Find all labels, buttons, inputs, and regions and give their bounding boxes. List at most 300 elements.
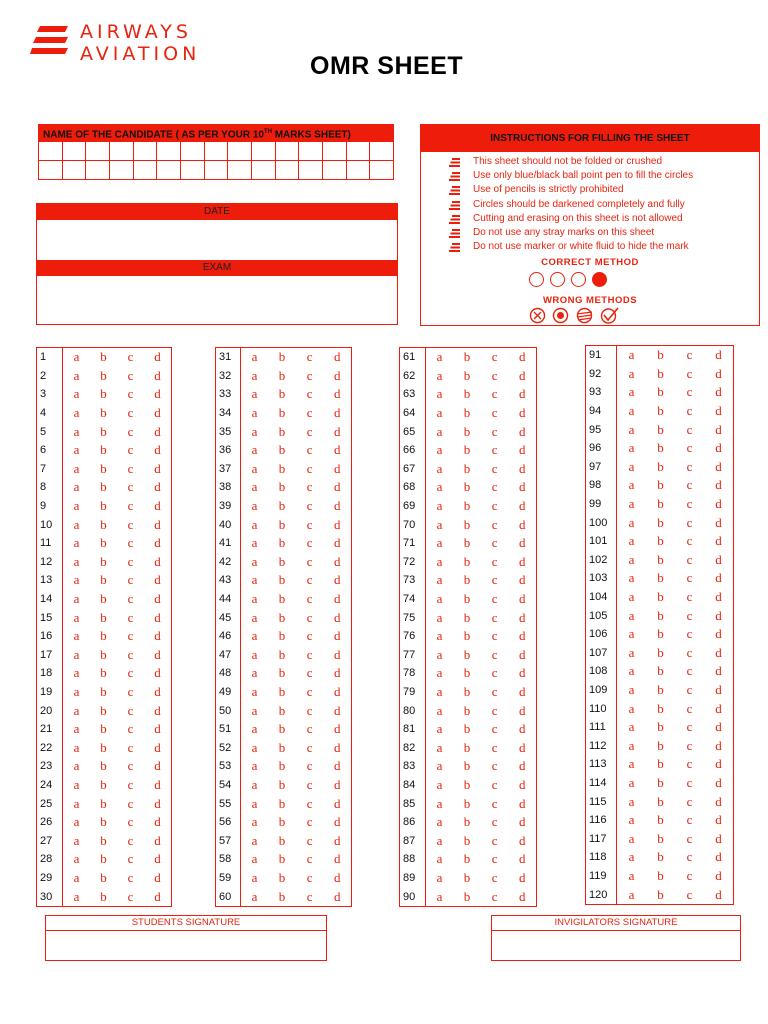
answer-option-c[interactable]: c (306, 498, 313, 514)
answer-option-c[interactable]: c (686, 458, 693, 474)
answer-option-b[interactable]: b (100, 460, 107, 476)
answer-option-c[interactable]: c (491, 721, 498, 737)
name-letter-cell[interactable] (63, 142, 87, 161)
answer-option-b[interactable]: b (278, 628, 286, 644)
name-letter-cell[interactable] (134, 161, 158, 180)
answer-option-a[interactable]: a (436, 367, 443, 383)
answer-option-b[interactable]: b (463, 758, 471, 774)
answer-option-a[interactable]: a (628, 812, 635, 828)
answer-option-b[interactable]: b (100, 498, 107, 514)
answer-option-a[interactable]: a (73, 721, 80, 737)
answer-option-a[interactable]: a (251, 739, 258, 755)
answer-option-a[interactable]: a (73, 869, 80, 885)
answer-option-c[interactable]: c (127, 814, 134, 830)
answer-option-d[interactable]: d (715, 700, 722, 716)
answer-option-b[interactable]: b (463, 609, 471, 625)
answer-option-a[interactable]: a (628, 384, 635, 400)
answer-option-d[interactable]: d (518, 349, 526, 365)
answer-option-b[interactable]: b (463, 776, 471, 792)
answer-option-c[interactable]: c (686, 365, 693, 381)
answer-option-b[interactable]: b (657, 570, 664, 586)
answer-option-a[interactable]: a (436, 776, 443, 792)
answer-option-d[interactable]: d (333, 814, 341, 830)
answer-option-c[interactable]: c (306, 367, 313, 383)
name-letter-cell[interactable] (276, 161, 300, 180)
answer-option-b[interactable]: b (657, 533, 664, 549)
answer-option-b[interactable]: b (100, 795, 107, 811)
answer-option-b[interactable]: b (463, 553, 471, 569)
answer-option-d[interactable]: d (715, 867, 722, 883)
answer-option-b[interactable]: b (278, 423, 286, 439)
answer-option-b[interactable]: b (657, 589, 664, 605)
answer-option-d[interactable]: d (715, 849, 722, 865)
answer-option-c[interactable]: c (491, 739, 498, 755)
answer-option-a[interactable]: a (628, 496, 635, 512)
answer-option-b[interactable]: b (463, 442, 471, 458)
answer-option-c[interactable]: c (127, 553, 134, 569)
answer-option-b[interactable]: b (463, 460, 471, 476)
answer-option-c[interactable]: c (306, 888, 313, 904)
answer-option-c[interactable]: c (491, 665, 498, 681)
answer-option-b[interactable]: b (278, 739, 286, 755)
answer-option-b[interactable]: b (100, 609, 107, 625)
answer-option-c[interactable]: c (306, 553, 313, 569)
answer-option-a[interactable]: a (436, 349, 443, 365)
answer-option-b[interactable]: b (463, 665, 471, 681)
answer-option-a[interactable]: a (73, 516, 80, 532)
answer-option-d[interactable]: d (715, 681, 722, 697)
answer-option-c[interactable]: c (127, 349, 134, 365)
answer-option-a[interactable]: a (251, 646, 258, 662)
answer-option-a[interactable]: a (251, 851, 258, 867)
answer-option-a[interactable]: a (436, 442, 443, 458)
answer-option-d[interactable]: d (333, 646, 341, 662)
answer-option-b[interactable]: b (657, 458, 664, 474)
answer-option-b[interactable]: b (463, 683, 471, 699)
answer-option-c[interactable]: c (127, 628, 134, 644)
answer-option-b[interactable]: b (278, 758, 286, 774)
answer-option-d[interactable]: d (333, 405, 341, 421)
answer-option-c[interactable]: c (686, 849, 693, 865)
name-letter-cell[interactable] (39, 142, 63, 161)
answer-option-b[interactable]: b (463, 646, 471, 662)
answer-option-d[interactable]: d (154, 572, 161, 588)
answer-option-b[interactable]: b (657, 551, 664, 567)
answer-option-c[interactable]: c (686, 663, 693, 679)
answer-option-a[interactable]: a (436, 405, 443, 421)
answer-option-a[interactable]: a (251, 405, 258, 421)
answer-option-d[interactable]: d (715, 830, 722, 846)
answer-option-c[interactable]: c (686, 570, 693, 586)
answer-option-d[interactable]: d (333, 851, 341, 867)
answer-option-b[interactable]: b (463, 814, 471, 830)
name-letter-cell[interactable] (228, 161, 252, 180)
answer-option-a[interactable]: a (628, 514, 635, 530)
answer-option-b[interactable]: b (463, 516, 471, 532)
answer-option-a[interactable]: a (628, 477, 635, 493)
answer-option-c[interactable]: c (491, 367, 498, 383)
answer-option-b[interactable]: b (463, 869, 471, 885)
answer-option-b[interactable]: b (278, 553, 286, 569)
answer-option-d[interactable]: d (154, 739, 161, 755)
answer-option-c[interactable]: c (127, 702, 134, 718)
answer-option-a[interactable]: a (251, 498, 258, 514)
answer-option-d[interactable]: d (333, 460, 341, 476)
answer-option-d[interactable]: d (518, 832, 526, 848)
answer-option-d[interactable]: d (518, 442, 526, 458)
answer-option-a[interactable]: a (628, 700, 635, 716)
answer-option-c[interactable]: c (306, 405, 313, 421)
name-letter-cell[interactable] (181, 142, 205, 161)
answer-option-a[interactable]: a (73, 683, 80, 699)
answer-option-d[interactable]: d (333, 702, 341, 718)
answer-option-a[interactable]: a (628, 365, 635, 381)
answer-option-a[interactable]: a (628, 607, 635, 623)
name-letter-cell[interactable] (86, 161, 110, 180)
answer-option-a[interactable]: a (73, 851, 80, 867)
answer-option-b[interactable]: b (657, 867, 664, 883)
answer-option-b[interactable]: b (100, 591, 107, 607)
answer-option-a[interactable]: a (628, 347, 635, 363)
answer-option-d[interactable]: d (154, 851, 161, 867)
answer-option-c[interactable]: c (686, 440, 693, 456)
answer-option-b[interactable]: b (100, 405, 107, 421)
answer-option-d[interactable]: d (518, 367, 526, 383)
answer-option-a[interactable]: a (73, 832, 80, 848)
answer-option-b[interactable]: b (657, 403, 664, 419)
answer-option-c[interactable]: c (306, 683, 313, 699)
answer-option-c[interactable]: c (491, 609, 498, 625)
invigilators-signature-field[interactable] (492, 931, 740, 960)
answer-option-d[interactable]: d (333, 665, 341, 681)
name-letter-cell[interactable] (347, 142, 371, 161)
answer-option-a[interactable]: a (251, 776, 258, 792)
answer-option-b[interactable]: b (463, 702, 471, 718)
answer-option-a[interactable]: a (436, 498, 443, 514)
answer-option-c[interactable]: c (306, 851, 313, 867)
answer-option-c[interactable]: c (306, 739, 313, 755)
name-letter-cell[interactable] (181, 161, 205, 180)
answer-option-d[interactable]: d (154, 721, 161, 737)
answer-option-c[interactable]: c (306, 460, 313, 476)
answer-option-a[interactable]: a (436, 869, 443, 885)
answer-option-c[interactable]: c (306, 758, 313, 774)
answer-option-c[interactable]: c (686, 719, 693, 735)
answer-option-c[interactable]: c (306, 349, 313, 365)
answer-option-c[interactable]: c (491, 386, 498, 402)
answer-option-c[interactable]: c (306, 386, 313, 402)
answer-option-b[interactable]: b (100, 423, 107, 439)
answer-option-c[interactable]: c (306, 646, 313, 662)
answer-option-c[interactable]: c (491, 572, 498, 588)
answer-option-a[interactable]: a (73, 553, 80, 569)
answer-option-a[interactable]: a (251, 367, 258, 383)
answer-option-b[interactable]: b (278, 721, 286, 737)
answer-option-a[interactable]: a (436, 535, 443, 551)
answer-option-b[interactable]: b (100, 646, 107, 662)
answer-option-a[interactable]: a (628, 570, 635, 586)
answer-option-d[interactable]: d (518, 702, 526, 718)
name-letter-cell[interactable] (39, 161, 63, 180)
answer-option-a[interactable]: a (436, 721, 443, 737)
answer-option-c[interactable]: c (127, 386, 134, 402)
answer-option-b[interactable]: b (463, 888, 471, 904)
answer-option-b[interactable]: b (463, 423, 471, 439)
name-letter-cell[interactable] (86, 142, 110, 161)
answer-option-a[interactable]: a (73, 776, 80, 792)
candidate-name-grid[interactable] (38, 141, 394, 180)
answer-option-c[interactable]: c (491, 479, 498, 495)
answer-option-d[interactable]: d (154, 535, 161, 551)
answer-option-b[interactable]: b (278, 851, 286, 867)
answer-option-c[interactable]: c (686, 514, 693, 530)
answer-option-b[interactable]: b (100, 367, 107, 383)
answer-option-b[interactable]: b (278, 498, 286, 514)
answer-option-d[interactable]: d (518, 479, 526, 495)
answer-option-d[interactable]: d (333, 721, 341, 737)
answer-option-d[interactable]: d (154, 832, 161, 848)
answer-option-d[interactable]: d (154, 516, 161, 532)
answer-option-b[interactable]: b (278, 349, 286, 365)
answer-option-a[interactable]: a (436, 795, 443, 811)
answer-option-a[interactable]: a (251, 479, 258, 495)
answer-option-d[interactable]: d (715, 477, 722, 493)
answer-option-d[interactable]: d (518, 665, 526, 681)
answer-option-d[interactable]: d (715, 440, 722, 456)
answer-option-a[interactable]: a (251, 572, 258, 588)
answer-option-d[interactable]: d (715, 365, 722, 381)
answer-option-c[interactable]: c (306, 442, 313, 458)
answer-option-d[interactable]: d (333, 442, 341, 458)
answer-option-d[interactable]: d (333, 869, 341, 885)
answer-option-a[interactable]: a (628, 403, 635, 419)
answer-option-a[interactable]: a (251, 665, 258, 681)
answer-option-d[interactable]: d (518, 721, 526, 737)
answer-option-c[interactable]: c (491, 460, 498, 476)
answer-option-a[interactable]: a (628, 867, 635, 883)
answer-option-d[interactable]: d (154, 646, 161, 662)
answer-option-d[interactable]: d (333, 758, 341, 774)
answer-option-c[interactable]: c (127, 683, 134, 699)
answer-option-a[interactable]: a (628, 440, 635, 456)
answer-option-a[interactable]: a (73, 758, 80, 774)
answer-option-c[interactable]: c (686, 867, 693, 883)
answer-option-b[interactable]: b (100, 814, 107, 830)
answer-option-b[interactable]: b (100, 721, 107, 737)
answer-option-a[interactable]: a (436, 479, 443, 495)
answer-option-b[interactable]: b (278, 516, 286, 532)
answer-option-d[interactable]: d (518, 646, 526, 662)
name-letter-cell[interactable] (370, 142, 394, 161)
answer-option-c[interactable]: c (306, 516, 313, 532)
answer-option-b[interactable]: b (278, 888, 286, 904)
answer-option-d[interactable]: d (518, 776, 526, 792)
answer-option-a[interactable]: a (73, 349, 80, 365)
answer-option-b[interactable]: b (463, 591, 471, 607)
answer-option-d[interactable]: d (518, 739, 526, 755)
answer-option-b[interactable]: b (100, 776, 107, 792)
answer-option-b[interactable]: b (657, 421, 664, 437)
answer-option-b[interactable]: b (278, 869, 286, 885)
answer-option-c[interactable]: c (686, 421, 693, 437)
answer-option-c[interactable]: c (686, 551, 693, 567)
answer-option-a[interactable]: a (251, 423, 258, 439)
answer-option-c[interactable]: c (491, 851, 498, 867)
answer-option-c[interactable]: c (491, 776, 498, 792)
answer-option-c[interactable]: c (686, 812, 693, 828)
answer-option-c[interactable]: c (686, 793, 693, 809)
name-letter-cell[interactable] (63, 161, 87, 180)
answer-option-c[interactable]: c (127, 888, 134, 904)
answer-option-a[interactable]: a (628, 719, 635, 735)
answer-option-a[interactable]: a (436, 683, 443, 699)
answer-option-a[interactable]: a (436, 591, 443, 607)
answer-option-d[interactable]: d (518, 814, 526, 830)
answer-option-b[interactable]: b (278, 367, 286, 383)
answer-option-c[interactable]: c (686, 607, 693, 623)
exam-field[interactable] (37, 276, 397, 322)
answer-option-b[interactable]: b (278, 795, 286, 811)
answer-option-c[interactable]: c (127, 721, 134, 737)
answer-option-d[interactable]: d (333, 609, 341, 625)
answer-option-a[interactable]: a (436, 665, 443, 681)
answer-option-d[interactable]: d (518, 498, 526, 514)
answer-option-c[interactable]: c (686, 644, 693, 660)
answer-option-b[interactable]: b (463, 739, 471, 755)
name-letter-cell[interactable] (205, 161, 229, 180)
answer-option-b[interactable]: b (278, 683, 286, 699)
answer-option-a[interactable]: a (73, 591, 80, 607)
answer-option-b[interactable]: b (657, 812, 664, 828)
answer-option-a[interactable]: a (73, 702, 80, 718)
answer-option-b[interactable]: b (100, 535, 107, 551)
answer-option-d[interactable]: d (154, 628, 161, 644)
name-letter-cell[interactable] (299, 161, 323, 180)
answer-option-a[interactable]: a (628, 458, 635, 474)
answer-option-d[interactable]: d (333, 776, 341, 792)
answer-option-a[interactable]: a (628, 626, 635, 642)
name-letter-cell[interactable] (228, 142, 252, 161)
answer-option-a[interactable]: a (251, 814, 258, 830)
answer-option-c[interactable]: c (306, 702, 313, 718)
answer-option-d[interactable]: d (715, 886, 722, 902)
answer-option-c[interactable]: c (686, 681, 693, 697)
answer-option-a[interactable]: a (628, 886, 635, 902)
answer-option-a[interactable]: a (436, 516, 443, 532)
answer-option-a[interactable]: a (73, 460, 80, 476)
answer-option-c[interactable]: c (127, 535, 134, 551)
answer-option-b[interactable]: b (657, 886, 664, 902)
answer-option-d[interactable]: d (333, 516, 341, 532)
answer-option-a[interactable]: a (73, 386, 80, 402)
answer-option-c[interactable]: c (491, 516, 498, 532)
answer-option-b[interactable]: b (100, 516, 107, 532)
answer-option-a[interactable]: a (73, 572, 80, 588)
answer-option-a[interactable]: a (628, 421, 635, 437)
answer-option-c[interactable]: c (491, 869, 498, 885)
answer-option-a[interactable]: a (436, 423, 443, 439)
answer-option-c[interactable]: c (491, 423, 498, 439)
answer-option-d[interactable]: d (154, 386, 161, 402)
answer-option-a[interactable]: a (436, 758, 443, 774)
answer-option-c[interactable]: c (127, 460, 134, 476)
answer-option-a[interactable]: a (73, 405, 80, 421)
answer-option-c[interactable]: c (127, 609, 134, 625)
answer-option-a[interactable]: a (436, 814, 443, 830)
answer-option-c[interactable]: c (686, 477, 693, 493)
answer-option-d[interactable]: d (154, 702, 161, 718)
answer-option-c[interactable]: c (686, 626, 693, 642)
answer-option-a[interactable]: a (628, 756, 635, 772)
answer-option-c[interactable]: c (127, 516, 134, 532)
answer-option-c[interactable]: c (306, 776, 313, 792)
answer-option-b[interactable]: b (100, 442, 107, 458)
answer-option-d[interactable]: d (333, 832, 341, 848)
answer-option-c[interactable]: c (686, 830, 693, 846)
answer-option-d[interactable]: d (333, 795, 341, 811)
answer-option-c[interactable]: c (127, 851, 134, 867)
answer-option-c[interactable]: c (491, 349, 498, 365)
answer-option-b[interactable]: b (657, 830, 664, 846)
answer-option-c[interactable]: c (686, 886, 693, 902)
answer-option-b[interactable]: b (100, 888, 107, 904)
answer-option-a[interactable]: a (436, 628, 443, 644)
answer-option-d[interactable]: d (715, 496, 722, 512)
answer-option-b[interactable]: b (657, 719, 664, 735)
answer-option-c[interactable]: c (306, 423, 313, 439)
answer-option-a[interactable]: a (251, 553, 258, 569)
answer-option-a[interactable]: a (73, 665, 80, 681)
answer-option-b[interactable]: b (100, 869, 107, 885)
answer-option-a[interactable]: a (436, 832, 443, 848)
answer-option-d[interactable]: d (715, 607, 722, 623)
answer-option-b[interactable]: b (278, 832, 286, 848)
answer-option-d[interactable]: d (154, 349, 161, 365)
answer-option-a[interactable]: a (251, 609, 258, 625)
answer-option-d[interactable]: d (154, 683, 161, 699)
answer-option-d[interactable]: d (715, 644, 722, 660)
answer-option-b[interactable]: b (100, 739, 107, 755)
answer-option-b[interactable]: b (278, 702, 286, 718)
answer-option-c[interactable]: c (491, 442, 498, 458)
name-letter-cell[interactable] (370, 161, 394, 180)
answer-option-d[interactable]: d (333, 479, 341, 495)
answer-option-c[interactable]: c (127, 423, 134, 439)
answer-option-d[interactable]: d (715, 737, 722, 753)
answer-option-d[interactable]: d (518, 460, 526, 476)
answer-option-b[interactable]: b (100, 702, 107, 718)
answer-option-d[interactable]: d (333, 628, 341, 644)
answer-option-b[interactable]: b (657, 663, 664, 679)
answer-option-b[interactable]: b (657, 626, 664, 642)
answer-option-a[interactable]: a (73, 628, 80, 644)
answer-option-c[interactable]: c (686, 533, 693, 549)
answer-option-d[interactable]: d (715, 570, 722, 586)
answer-option-d[interactable]: d (518, 535, 526, 551)
answer-option-b[interactable]: b (657, 496, 664, 512)
answer-option-b[interactable]: b (100, 572, 107, 588)
answer-option-c[interactable]: c (686, 774, 693, 790)
answer-option-a[interactable]: a (436, 739, 443, 755)
answer-option-b[interactable]: b (657, 514, 664, 530)
answer-option-d[interactable]: d (333, 683, 341, 699)
answer-option-b[interactable]: b (657, 607, 664, 623)
answer-option-a[interactable]: a (73, 367, 80, 383)
answer-option-b[interactable]: b (100, 758, 107, 774)
answer-option-a[interactable]: a (73, 646, 80, 662)
answer-option-c[interactable]: c (306, 795, 313, 811)
answer-option-a[interactable]: a (73, 888, 80, 904)
